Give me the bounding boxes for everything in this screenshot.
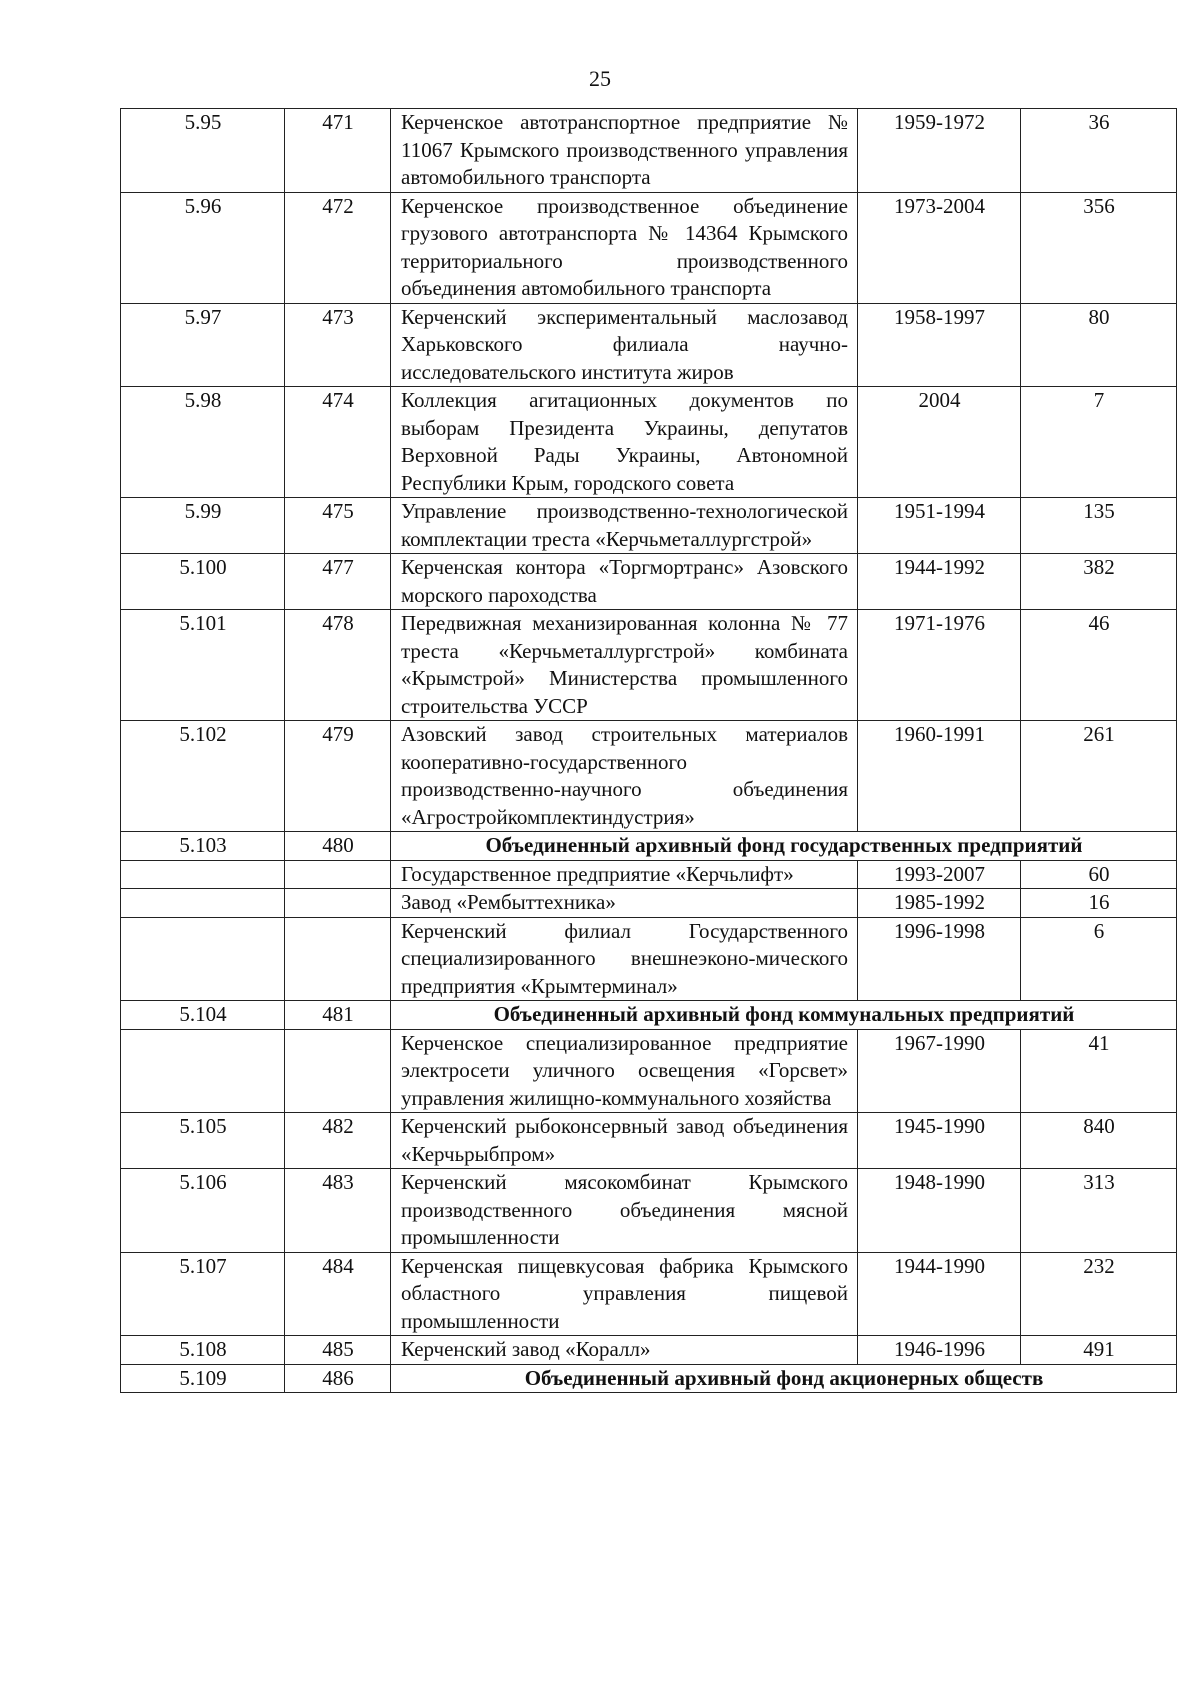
file-count: 135 xyxy=(1021,498,1177,554)
table-row xyxy=(121,610,1177,721)
page-number: 25 xyxy=(589,66,611,91)
fund-name: Керченское автотранспортное предприятие № 11067 Крымского производственного управления автомобильного транспорта xyxy=(391,109,858,193)
date-range: 1960-1991 xyxy=(858,721,1021,832)
row-number: 5.101 xyxy=(121,610,285,721)
date-range: 1973-2004 xyxy=(858,192,1021,303)
fund-number: 479 xyxy=(285,721,391,832)
empty-cell xyxy=(121,889,285,918)
empty-cell xyxy=(285,889,391,918)
empty-cell xyxy=(285,917,391,1001)
file-count: 6 xyxy=(1021,917,1177,1001)
file-count: 382 xyxy=(1021,554,1177,610)
fund-number: 475 xyxy=(285,498,391,554)
sub-fund-row xyxy=(121,889,1177,918)
file-count: 80 xyxy=(1021,303,1177,387)
file-count: 232 xyxy=(1021,1252,1177,1336)
table-row xyxy=(121,303,1177,387)
empty-cell xyxy=(121,1029,285,1113)
group-title: Объединенный архивный фонд государственных предприятий xyxy=(391,832,1177,861)
fund-number: 482 xyxy=(285,1113,391,1169)
row-number: 5.105 xyxy=(121,1113,285,1169)
date-range: 1944-1990 xyxy=(858,1252,1021,1336)
fund-number: 472 xyxy=(285,192,391,303)
file-count: 313 xyxy=(1021,1169,1177,1253)
fund-number: 481 xyxy=(285,1001,391,1030)
date-range: 1959-1972 xyxy=(858,109,1021,193)
table-row xyxy=(121,1169,1177,1253)
date-range: 1946-1996 xyxy=(858,1336,1021,1365)
date-range: 1945-1990 xyxy=(858,1113,1021,1169)
table-row xyxy=(121,721,1177,832)
row-number: 5.97 xyxy=(121,303,285,387)
row-number: 5.104 xyxy=(121,1001,285,1030)
file-count: 356 xyxy=(1021,192,1177,303)
empty-cell xyxy=(121,860,285,889)
fund-name: Государственное предприятие «Керчьлифт» xyxy=(391,860,858,889)
row-number: 5.96 xyxy=(121,192,285,303)
fund-name: Передвижная механизированная колонна № 77 треста «Керчьметаллургстрой» комбината «Крымстрой» Министерства промышленного строительства УССР xyxy=(391,610,858,721)
fund-number: 473 xyxy=(285,303,391,387)
row-number: 5.100 xyxy=(121,554,285,610)
fund-number: 474 xyxy=(285,387,391,498)
row-number: 5.106 xyxy=(121,1169,285,1253)
file-count: 16 xyxy=(1021,889,1177,918)
empty-cell xyxy=(285,860,391,889)
fund-name: Завод «Рембыттехника» xyxy=(391,889,858,918)
file-count: 36 xyxy=(1021,109,1177,193)
group-header-row xyxy=(121,832,1177,861)
fund-name: Керченское производственное объединение грузового автотранспорта № 14364 Крымского территориального производственного объединения автомобильного транспорта xyxy=(391,192,858,303)
table-row xyxy=(121,192,1177,303)
file-count: 7 xyxy=(1021,387,1177,498)
archive-fund-table xyxy=(120,108,1177,1393)
fund-name: Керченская пищевкусовая фабрика Крымского областного управления пищевой промышленности xyxy=(391,1252,858,1336)
row-number: 5.95 xyxy=(121,109,285,193)
table-row xyxy=(121,387,1177,498)
row-number: 5.103 xyxy=(121,832,285,861)
row-number: 5.107 xyxy=(121,1252,285,1336)
fund-name: Азовский завод строительных материалов кооперативно-государственного производственно-научного объединения «Агростройкомплектиндустрия» xyxy=(391,721,858,832)
file-count: 261 xyxy=(1021,721,1177,832)
date-range: 1985-1992 xyxy=(858,889,1021,918)
fund-name: Керченская контора «Торгмортранс» Азовского морского пароходства xyxy=(391,554,858,610)
fund-name: Керченский филиал Государственного специализированного внешнеэконо-мического предприятия «Крымтерминал» xyxy=(391,917,858,1001)
fund-number: 483 xyxy=(285,1169,391,1253)
table-row xyxy=(121,109,1177,193)
date-range: 2004 xyxy=(858,387,1021,498)
table-row xyxy=(121,1252,1177,1336)
date-range: 1951-1994 xyxy=(858,498,1021,554)
fund-name: Керченский мясокомбинат Крымского производственного объединения мясной промышленности xyxy=(391,1169,858,1253)
date-range: 1967-1990 xyxy=(858,1029,1021,1113)
fund-name: Керченский завод «Коралл» xyxy=(391,1336,858,1365)
row-number: 5.98 xyxy=(121,387,285,498)
fund-name: Керченское специализированное предприятие электросети уличного освещения «Горсвет» управления жилищно-коммунального хозяйства xyxy=(391,1029,858,1113)
date-range: 1996-1998 xyxy=(858,917,1021,1001)
table-row xyxy=(121,498,1177,554)
file-count: 60 xyxy=(1021,860,1177,889)
group-header-row xyxy=(121,1001,1177,1030)
fund-name: Управление производственно-технологической комплектации треста «Керчьметаллургстрой» xyxy=(391,498,858,554)
file-count: 491 xyxy=(1021,1336,1177,1365)
file-count: 840 xyxy=(1021,1113,1177,1169)
sub-fund-row xyxy=(121,1029,1177,1113)
date-range: 1958-1997 xyxy=(858,303,1021,387)
fund-number: 486 xyxy=(285,1364,391,1393)
row-number: 5.102 xyxy=(121,721,285,832)
fund-name: Керченский экспериментальный маслозавод Харьковского филиала научно-исследовательского института жиров xyxy=(391,303,858,387)
fund-number: 485 xyxy=(285,1336,391,1365)
date-range: 1944-1992 xyxy=(858,554,1021,610)
fund-number: 480 xyxy=(285,832,391,861)
fund-number: 477 xyxy=(285,554,391,610)
date-range: 1948-1990 xyxy=(858,1169,1021,1253)
date-range: 1993-2007 xyxy=(858,860,1021,889)
fund-number: 471 xyxy=(285,109,391,193)
fund-name: Коллекция агитационных документов по выборам Президента Украины, депутатов Верховной Рады Украины, Автономной Республики Крым, городского совета xyxy=(391,387,858,498)
sub-fund-row xyxy=(121,917,1177,1001)
table-row xyxy=(121,554,1177,610)
file-count: 41 xyxy=(1021,1029,1177,1113)
empty-cell xyxy=(285,1029,391,1113)
group-header-row xyxy=(121,1364,1177,1393)
table-row xyxy=(121,1336,1177,1365)
fund-number: 484 xyxy=(285,1252,391,1336)
table-row xyxy=(121,1113,1177,1169)
row-number: 5.108 xyxy=(121,1336,285,1365)
sub-fund-row xyxy=(121,860,1177,889)
empty-cell xyxy=(121,917,285,1001)
group-title: Объединенный архивный фонд коммунальных предприятий xyxy=(391,1001,1177,1030)
row-number: 5.99 xyxy=(121,498,285,554)
date-range: 1971-1976 xyxy=(858,610,1021,721)
fund-number: 478 xyxy=(285,610,391,721)
row-number: 5.109 xyxy=(121,1364,285,1393)
file-count: 46 xyxy=(1021,610,1177,721)
group-title: Объединенный архивный фонд акционерных обществ xyxy=(391,1364,1177,1393)
fund-name: Керченский рыбоконсервный завод объединения «Керчьрыбпром» xyxy=(391,1113,858,1169)
